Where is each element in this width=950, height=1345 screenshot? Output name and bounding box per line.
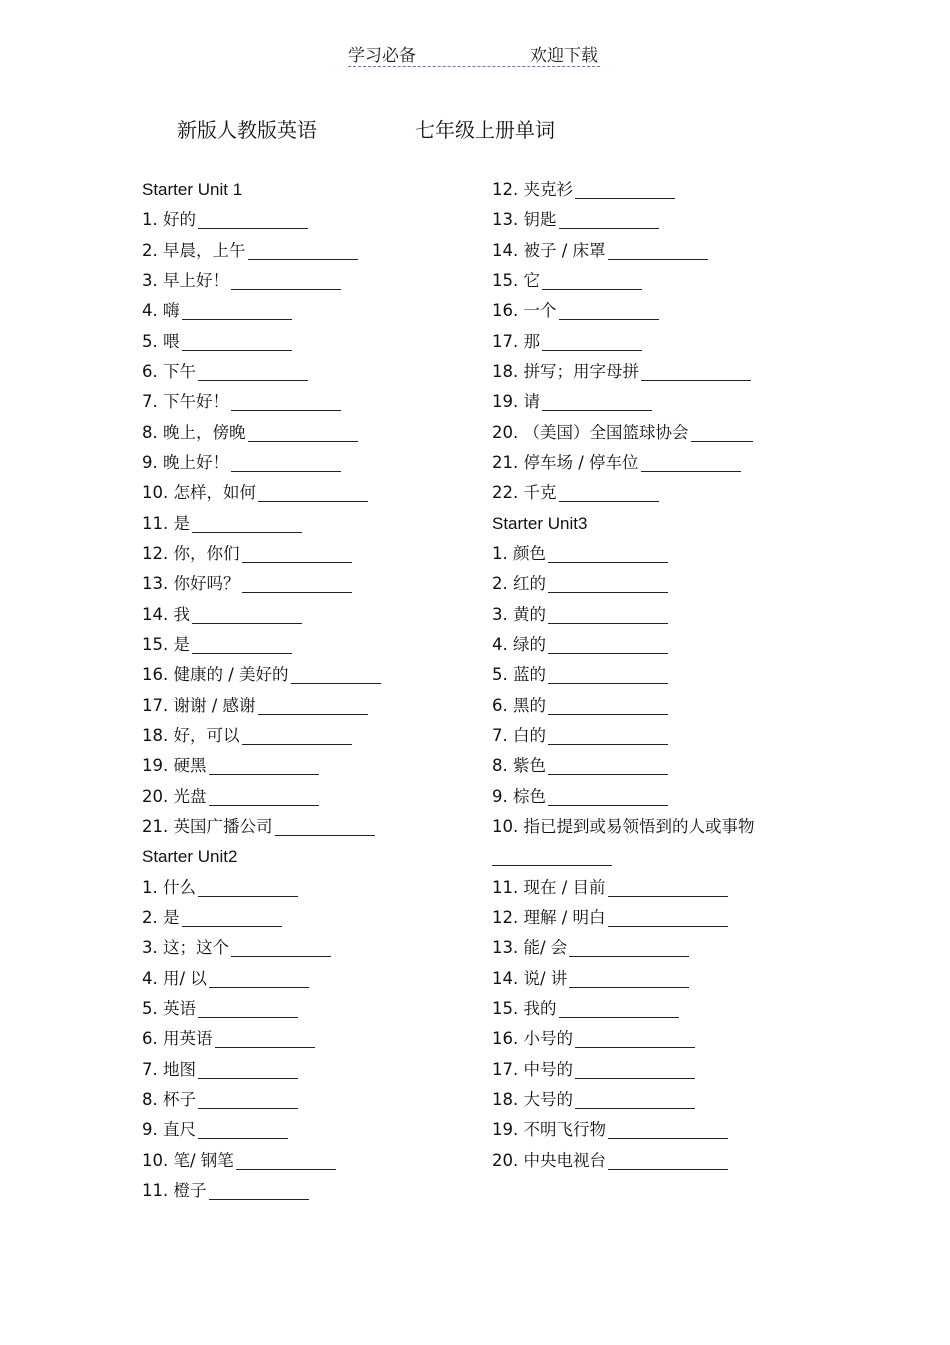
answer-blank xyxy=(641,362,751,381)
answer-blank xyxy=(548,726,668,745)
vocab-item xyxy=(492,296,755,326)
answer-blank xyxy=(231,938,331,957)
answer-blank xyxy=(248,241,358,260)
title-left: 新版人教版英语 xyxy=(177,118,317,142)
answer-blank xyxy=(548,635,668,654)
vocab-item xyxy=(142,1176,381,1206)
vocab-item-text: 3. 早上好！ xyxy=(142,270,229,290)
answer-blank xyxy=(559,301,659,320)
vocab-item xyxy=(142,812,381,842)
vocab-item xyxy=(492,964,755,994)
answer-blank xyxy=(209,756,319,775)
vocab-item-text: 9. 晚上好！ xyxy=(142,452,229,472)
vocab-item xyxy=(492,1115,755,1145)
answer-blank xyxy=(548,696,668,715)
vocab-item xyxy=(492,1055,755,1085)
vocab-item xyxy=(142,751,381,781)
answer-blank xyxy=(192,635,292,654)
answer-blank xyxy=(209,1181,309,1200)
answer-blank xyxy=(575,180,675,199)
answer-blank xyxy=(559,999,679,1018)
vocab-item-text: 20. （美国）全国篮球协会 xyxy=(492,422,689,442)
vocab-item-text: 5. 蓝的 xyxy=(492,665,546,685)
vocab-item xyxy=(492,175,755,205)
left-column xyxy=(142,175,381,1206)
vocab-item xyxy=(492,418,755,448)
vocab-item-text: 3. 这；这个 xyxy=(142,938,229,958)
vocab-item xyxy=(142,266,381,296)
answer-blank xyxy=(575,1029,695,1048)
answer-blank xyxy=(275,817,375,836)
section-heading-text: Starter Unit2 xyxy=(142,847,238,867)
vocab-item xyxy=(142,994,381,1024)
vocab-item xyxy=(142,964,381,994)
vocab-item xyxy=(142,933,381,963)
section-heading xyxy=(492,509,755,539)
vocab-item-text: 21. 英国广播公司 xyxy=(142,816,273,836)
answer-blank xyxy=(542,392,652,411)
vocab-item xyxy=(492,387,755,417)
answer-blank xyxy=(182,301,292,320)
vocab-item xyxy=(492,812,755,842)
vocab-item-text: 19. 请 xyxy=(492,392,540,412)
vocab-item xyxy=(142,721,381,751)
vocab-item xyxy=(492,782,755,812)
answer-blank xyxy=(608,908,728,927)
vocab-item-text: 16. 小号的 xyxy=(492,1029,573,1049)
answer-blank xyxy=(542,271,642,290)
vocab-item-text: 11. 橙子 xyxy=(142,1180,207,1200)
answer-blank xyxy=(548,574,668,593)
vocab-item xyxy=(142,1115,381,1145)
answer-blank xyxy=(559,483,659,502)
vocab-item xyxy=(142,205,381,235)
answer-blank xyxy=(608,1120,728,1139)
answer-blank xyxy=(198,1090,298,1109)
vocab-item xyxy=(142,296,381,326)
vocab-item xyxy=(492,842,755,872)
header-left-text: 学习必备 xyxy=(348,46,416,66)
vocab-item xyxy=(492,327,755,357)
vocab-item-text: 1. 颜色 xyxy=(492,543,546,563)
vocab-item xyxy=(492,539,755,569)
vocab-item-text: 16. 健康的 / 美好的 xyxy=(142,665,289,685)
vocab-item xyxy=(142,509,381,539)
answer-blank xyxy=(548,665,668,684)
vocab-item-text: 5. 喂 xyxy=(142,331,180,351)
answer-blank xyxy=(209,787,319,806)
vocab-item xyxy=(142,357,381,387)
vocab-item-text: 17. 谢谢 / 感谢 xyxy=(142,695,256,715)
vocab-item-text: 6. 黑的 xyxy=(492,695,546,715)
vocab-item-text: 17. 中号的 xyxy=(492,1059,573,1079)
vocab-item-text: 18. 好，可以 xyxy=(142,725,240,745)
vocab-item-text: 15. 我的 xyxy=(492,998,557,1018)
vocab-item-text: 2. 是 xyxy=(142,907,180,927)
vocab-item-text: 7. 下午好！ xyxy=(142,392,229,412)
vocab-item xyxy=(142,327,381,357)
vocab-item xyxy=(492,266,755,296)
vocab-item-text: 7. 白的 xyxy=(492,725,546,745)
vocab-item-text: 3. 黄的 xyxy=(492,604,546,624)
vocab-item-text: 10. 指已提到或易领悟到的人或事物 xyxy=(492,816,755,836)
answer-blank xyxy=(182,332,292,351)
vocab-item-text: 4. 用/ 以 xyxy=(142,968,207,988)
answer-blank xyxy=(548,605,668,624)
vocab-item xyxy=(142,1085,381,1115)
vocab-item xyxy=(142,873,381,903)
answer-blank xyxy=(542,332,642,351)
vocab-item-text: 8. 紫色 xyxy=(492,756,546,776)
vocab-item xyxy=(142,1024,381,1054)
vocab-item xyxy=(492,660,755,690)
vocab-item-text: 8. 晚上，傍晚 xyxy=(142,422,246,442)
answer-blank xyxy=(492,847,612,866)
vocab-item xyxy=(492,205,755,235)
vocab-item-text: 21. 停车场 / 停车位 xyxy=(492,452,639,472)
vocab-item-text: 17. 那 xyxy=(492,331,540,351)
vocab-item-text: 13. 钥匙 xyxy=(492,210,557,230)
vocab-item xyxy=(142,691,381,721)
vocab-item xyxy=(492,600,755,630)
vocab-item-text: 13. 你好吗？ xyxy=(142,574,240,594)
vocab-item-text: 4. 嗨 xyxy=(142,301,180,321)
vocab-item xyxy=(142,569,381,599)
vocab-item-text: 4. 绿的 xyxy=(492,634,546,654)
vocab-item-text: 1. 什么 xyxy=(142,877,196,897)
answer-blank xyxy=(198,210,308,229)
section-heading xyxy=(142,842,381,872)
vocab-item-text: 1. 好的 xyxy=(142,210,196,230)
section-heading-text: Starter Unit3 xyxy=(492,513,588,533)
vocab-item xyxy=(492,569,755,599)
answer-blank xyxy=(575,1090,695,1109)
vocab-item-text: 2. 红的 xyxy=(492,574,546,594)
right-column xyxy=(492,175,755,1176)
answer-blank xyxy=(198,999,298,1018)
answer-blank xyxy=(236,1151,336,1170)
vocab-item xyxy=(492,873,755,903)
vocab-item xyxy=(142,782,381,812)
answer-blank xyxy=(641,453,741,472)
vocab-item xyxy=(492,478,755,508)
answer-blank xyxy=(192,514,302,533)
vocab-item xyxy=(492,630,755,660)
answer-blank xyxy=(569,938,689,957)
answer-blank xyxy=(548,756,668,775)
vocab-item xyxy=(492,236,755,266)
answer-blank xyxy=(608,241,708,260)
answer-blank xyxy=(182,908,282,927)
vocab-item xyxy=(142,630,381,660)
vocab-item xyxy=(142,539,381,569)
vocab-item-text: 11. 现在 / 目前 xyxy=(492,877,606,897)
vocab-item xyxy=(492,691,755,721)
answer-blank xyxy=(215,1029,315,1048)
answer-blank xyxy=(548,544,668,563)
vocab-item-text: 12. 理解 / 明白 xyxy=(492,907,606,927)
vocab-item-text: 11. 是 xyxy=(142,513,190,533)
vocab-item-text: 15. 是 xyxy=(142,634,190,654)
vocab-item-text: 20. 中央电视台 xyxy=(492,1150,606,1170)
vocab-item xyxy=(492,721,755,751)
section-heading xyxy=(142,175,381,205)
vocab-item xyxy=(142,903,381,933)
vocab-item-text: 5. 英语 xyxy=(142,998,196,1018)
vocab-item-text: 8. 杯子 xyxy=(142,1089,196,1109)
section-heading-text: Starter Unit 1 xyxy=(142,180,243,199)
answer-blank xyxy=(691,423,753,442)
answer-blank xyxy=(559,210,659,229)
answer-blank xyxy=(548,787,668,806)
vocab-item-text: 22. 千克 xyxy=(492,483,557,503)
vocab-item-text: 19. 硬黑 xyxy=(142,756,207,776)
vocab-item xyxy=(142,418,381,448)
page-header xyxy=(348,40,600,67)
vocab-item xyxy=(142,236,381,266)
answer-blank xyxy=(242,726,352,745)
vocab-item-text: 6. 用英语 xyxy=(142,1029,213,1049)
answer-blank xyxy=(242,574,352,593)
answer-blank xyxy=(231,453,341,472)
vocab-item-text: 12. 你，你们 xyxy=(142,543,240,563)
answer-blank xyxy=(198,362,308,381)
answer-blank xyxy=(198,1120,288,1139)
answer-blank xyxy=(198,1060,298,1079)
answer-blank xyxy=(192,605,302,624)
vocab-item xyxy=(142,448,381,478)
vocab-item xyxy=(492,933,755,963)
vocab-item xyxy=(492,903,755,933)
vocab-item-text: 6. 下午 xyxy=(142,361,196,381)
vocab-item-text: 14. 被子 / 床罩 xyxy=(492,240,606,260)
vocab-item-text: 18. 大号的 xyxy=(492,1089,573,1109)
vocab-item xyxy=(492,751,755,781)
answer-blank xyxy=(248,423,358,442)
vocab-item-text: 12. 夹克衫 xyxy=(492,180,573,199)
answer-blank xyxy=(231,392,341,411)
vocab-item xyxy=(142,478,381,508)
vocab-item-text: 16. 一个 xyxy=(492,301,557,321)
vocab-item-text: 10. 怎样，如何 xyxy=(142,483,256,503)
answer-blank xyxy=(608,878,728,897)
answer-blank xyxy=(608,1151,728,1170)
vocab-item-text: 18. 拼写；用字母拼 xyxy=(492,361,639,381)
vocab-item xyxy=(142,387,381,417)
vocab-item xyxy=(142,600,381,630)
vocab-item-text: 10. 笔/ 钢笔 xyxy=(142,1150,234,1170)
answer-blank xyxy=(242,544,352,563)
answer-blank xyxy=(209,969,309,988)
answer-blank xyxy=(231,271,341,290)
vocab-item xyxy=(492,1024,755,1054)
vocab-item xyxy=(492,448,755,478)
vocab-item xyxy=(492,994,755,1024)
vocab-item xyxy=(142,660,381,690)
vocab-item xyxy=(142,1146,381,1176)
answer-blank xyxy=(575,1060,695,1079)
vocab-item-text: 7. 地图 xyxy=(142,1059,196,1079)
title-right: 七年级上册单词 xyxy=(415,118,555,142)
answer-blank xyxy=(258,483,368,502)
answer-blank xyxy=(258,696,368,715)
answer-blank xyxy=(569,969,689,988)
vocab-item-text: 20. 光盘 xyxy=(142,786,207,806)
vocab-item-text: 14. 说/ 讲 xyxy=(492,968,568,988)
vocab-item-text: 9. 棕色 xyxy=(492,786,546,806)
vocab-item xyxy=(492,357,755,387)
vocab-item xyxy=(492,1085,755,1115)
header-right-text: 欢迎下载 xyxy=(530,46,598,66)
vocab-item-text: 2. 早晨，上午 xyxy=(142,240,246,260)
vocab-item-text: 9. 直尺 xyxy=(142,1120,196,1140)
answer-blank xyxy=(198,878,298,897)
vocab-item-text: 19. 不明飞行物 xyxy=(492,1120,606,1140)
vocab-item xyxy=(142,1055,381,1085)
vocab-item-text: 14. 我 xyxy=(142,604,190,624)
vocab-item xyxy=(492,1146,755,1176)
answer-blank xyxy=(291,665,381,684)
vocab-item-text: 15. 它 xyxy=(492,270,540,290)
vocab-item-text: 13. 能/ 会 xyxy=(492,938,568,958)
